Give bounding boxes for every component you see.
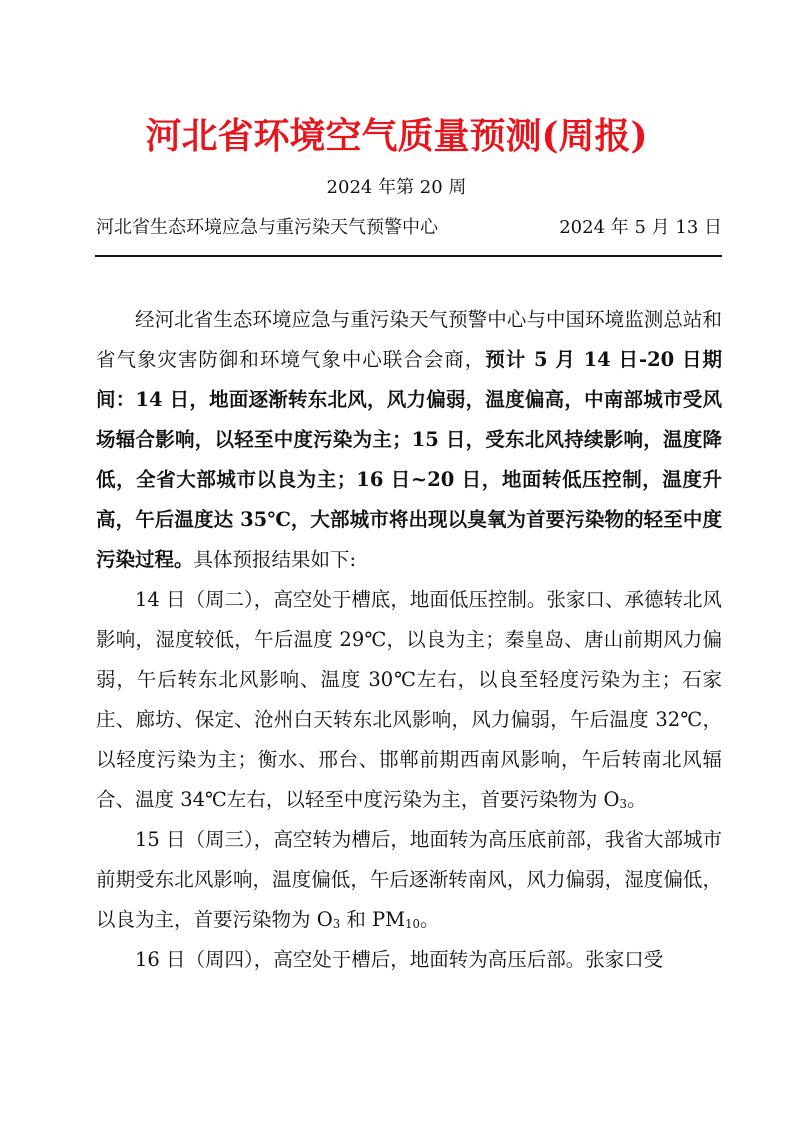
day-15-end: 。 [419, 908, 440, 931]
day-15-subscript-pm10: 10 [405, 916, 420, 931]
summary-intro: 经河北省生态环境应急与重污染天气预警中心与中国环境监测总站和省气象灾害防御和环境气象中心联合会商， [96, 308, 722, 371]
issuer-row [96, 216, 722, 240]
summary-tail: 具体预报结果如下: [193, 548, 357, 571]
paragraph-day-16 [96, 940, 722, 980]
day-15-subscript-o3: 3 [332, 916, 341, 931]
issue-number: 2024 年第 20 周 [326, 177, 467, 198]
day-14-text: 14 日（周二），高空处于槽底，地面低压控制。张家口、承德转北风影响，湿度较低，午后温度 29℃，以良为主；秦皇岛、唐山前期风力偏弱，午后转东北风影响、温度 30℃左右，以良至轻度污染为主；石家庄、廊坊、保定、沧州白天转东北风影响，风力偏弱，午后温度 32℃，以轻度污染为主；衡水、邢台、邯郸前期西南风影响，午后转南北风辐合、温度 34℃左右，以轻至中度污染为主，首要污染物为 O [96, 588, 722, 811]
document-title: 河北省环境空气质量预测(周报) [145, 115, 648, 157]
day-15-text: 15 日（周三），高空转为槽后，地面转为高压底前部，我省大部城市前期受东北风影响，温度偏低，午后逐渐转南风，风力偏弱，湿度偏低，以良为主，首要污染物为 O [96, 828, 722, 931]
day-14-subscript: 3 [619, 796, 627, 811]
document-body [96, 300, 722, 980]
day-14-end: 。 [626, 788, 647, 811]
paragraph-day-15 [96, 820, 722, 940]
header-divider [95, 255, 722, 257]
day-16-text: 16 日（周四），高空处于槽后，地面转为高压后部。张家口受 [135, 948, 664, 971]
issuer-name: 河北省生态环境应急与重污染天气预警中心 [96, 217, 438, 238]
issue-date: 2024 年 5 月 13 日 [559, 217, 722, 238]
paragraph-day-14 [96, 580, 722, 820]
day-15-mid: 和 PM [340, 908, 406, 931]
summary-forecast-bold: 预计 5 月 14 日-20 日期间：14 日，地面逐渐转东北风，风力偏弱，温度偏高，中南部城市受风场辐合影响，以轻至中度污染为主；15 日，受东北风持续影响，温度降低，全省大部城市以良为主；16 日~20 日，地面转低压控制，温度升高，午后温度达 35℃，大部城市将出现以臭氧为首要污染物的轻至中度污染过程。 [96, 348, 722, 571]
paragraph-summary [96, 300, 722, 580]
